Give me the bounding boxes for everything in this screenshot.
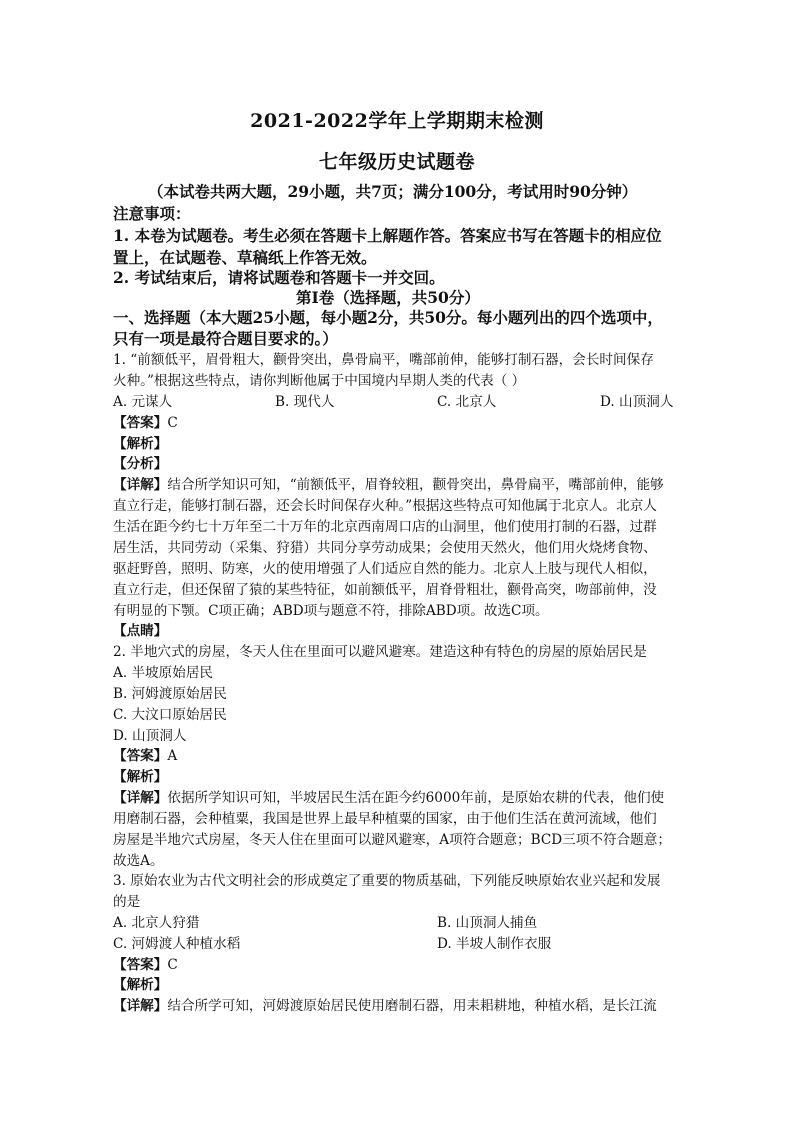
q2-answer: 【答案】A <box>113 748 178 764</box>
section-heading: 一、选择题（本大题25小题，每小题2分，共50分。每小题列出的四个选项中， <box>113 308 663 327</box>
q1-detail-line: 有明显的下颚。C项正确；ABD项与题意不符，排除ABD项。故选C项。 <box>113 603 549 619</box>
q2-option-b: B. 河姆渡原始居民 <box>113 686 227 702</box>
q2-detail-line: 故选A。 <box>113 853 164 869</box>
q3-stem: 3. 原始农业为古代文明社会的形成奠定了重要的物质基础，下列能反映原始农业兴起和发展 <box>113 873 661 889</box>
section-heading-cont: 只有一项是最符合题目要求的。） <box>113 329 338 348</box>
q2-detail-line: 用磨制石器，会种植粟，我国是世界上最早种植粟的国家，由于他们生活在黄河流域，他们 <box>113 811 657 827</box>
q2-option-d: D. 山顶洞人 <box>113 728 187 744</box>
q1-stem-cont: 火种。”根据这些特点，请你判断他属于中国境内早期人类的代表（ ） <box>113 373 526 389</box>
notice-item-1: 1. 本卷为试题卷。考生必须在答题卡上解题作答。答案应书写在答题卡的相应位 <box>113 226 662 245</box>
q1-detail-line: 直立行走，但还保留了猿的某些特征，如前额低平，眉脊骨粗壮，颧骨高突，吻部前伸，没 <box>113 582 657 598</box>
part-1-heading: 第Ⅰ卷（选择题，共50分） <box>296 288 480 307</box>
q2-detail-line: 房屋是半地穴式房屋，冬天人住在里面可以避风避寒，A项符合题意；BCD三项不符合题意； <box>113 832 671 848</box>
exam-subtitle: 七年级历史试题卷 <box>318 151 475 173</box>
q1-detail-line: 生活在距今约七十万年至二十万年的北京西南周口店的山洞里，他们使用打制的石器，过群 <box>113 519 657 535</box>
q3-answer: 【答案】C <box>113 957 178 973</box>
q1-option-c: C. 北京人 <box>437 394 497 410</box>
q3-analysis-label: 【解析】 <box>113 977 168 993</box>
q3-option-b: B. 山顶洞人捕鱼 <box>437 915 538 931</box>
q3-option-d: D. 半坡人制作衣服 <box>437 936 552 952</box>
q1-fenxi-label: 【分析】 <box>113 456 168 472</box>
q1-stem: 1. “前额低平，眉骨粗大，颧骨突出，鼻骨扁平，嘴部前伸，能够打制石器，会长时间保存 <box>113 352 654 368</box>
notice-item-1-cont: 置上，在试题卷、草稿纸上作答无效。 <box>113 248 377 267</box>
q1-option-a: A. 元谋人 <box>113 394 173 410</box>
exam-info: （本试卷共两大题，29小题，共7页；满分100分，考试用时90分钟） <box>148 182 638 201</box>
q2-detail-line: 【详解】依据所学知识可知，半坡居民生活在距今约6000年前，是原始农耕的代表，他们使 <box>113 790 665 806</box>
q3-option-a: A. 北京人狩猎 <box>113 915 200 931</box>
q3-detail-line: 【详解】结合所学可知，河姆渡原始居民使用磨制石器，用耒耜耕地，种植水稻，是长江流 <box>113 998 657 1014</box>
q2-option-a: A. 半坡原始居民 <box>113 665 214 681</box>
notice-heading: 注意事项： <box>113 204 191 223</box>
q1-detail-line: 直立行走，能够打制石器，还会长时间保存火种。”根据这些特点可知他属于北京人。北京人 <box>113 498 657 514</box>
q1-answer: 【答案】C <box>113 415 178 431</box>
q2-option-c: C. 大汶口原始居民 <box>113 707 227 723</box>
q1-detail-line: 【详解】结合所学知识可知，“前额低平，眉脊较粗，颧骨突出，鼻骨扁平，嘴部前伸，能够 <box>113 477 664 493</box>
q1-dianjing-label: 【点睛】 <box>113 623 168 639</box>
q1-detail-line: 驱赶野兽，照明、防寒，火的使用增强了人们适应自然的能力。北京人上肢与现代人相似， <box>113 561 657 577</box>
q1-analysis-label: 【解析】 <box>113 436 168 452</box>
q1-detail-line: 居生活，共同劳动（采集、狩猎）共同分享劳动成果；会使用天然火，他们用火烧烤食物、 <box>113 540 657 556</box>
q3-stem-cont: 的是 <box>113 894 141 910</box>
q1-option-b: B. 现代人 <box>275 394 335 410</box>
q2-stem: 2. 半地穴式的房屋，冬天人住在里面可以避风避寒。建造这种有特色的房屋的原始居民是 <box>113 644 647 660</box>
q3-option-c: C. 河姆渡人种植水稻 <box>113 936 241 952</box>
q2-analysis-label: 【解析】 <box>113 769 168 785</box>
q1-option-d: D. 山顶洞人 <box>600 394 674 410</box>
exam-title: 2021-2022学年上学期期末检测 <box>250 110 544 132</box>
notice-item-2: 2. 考试结束后，请将试题卷和答题卡一并交回。 <box>113 268 445 287</box>
